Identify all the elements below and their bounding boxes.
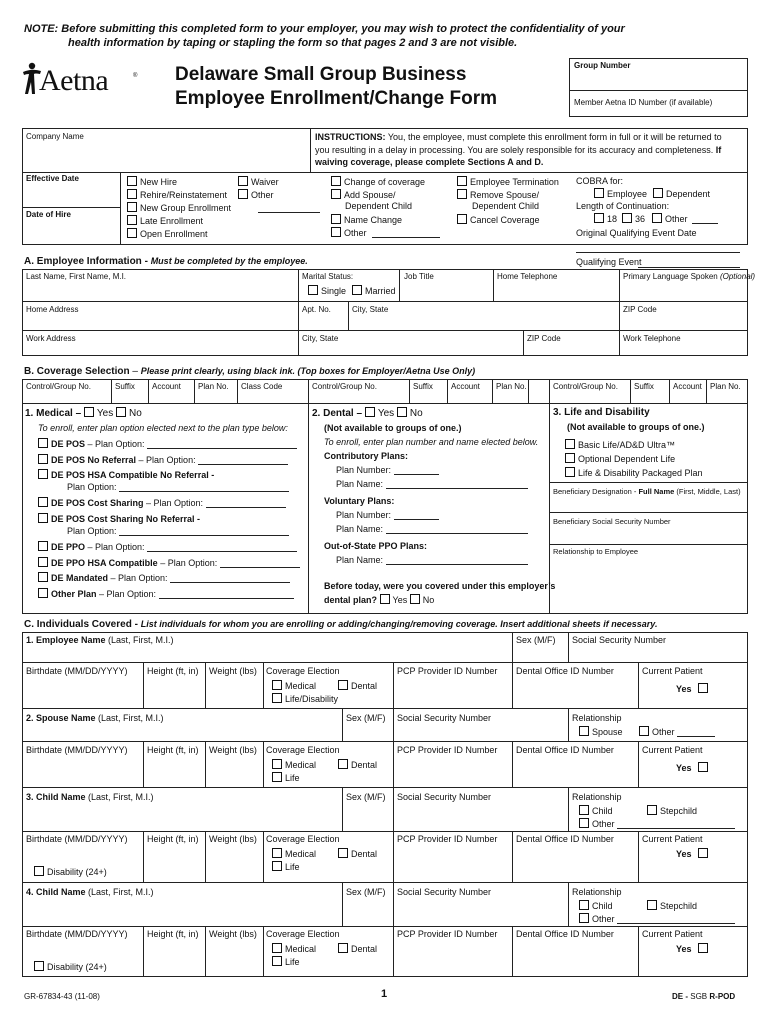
- single-option[interactable]: Single: [308, 285, 346, 296]
- child1-rel-child-option[interactable]: Child: [579, 805, 613, 816]
- life-header: 3. Life and Disability: [553, 407, 650, 418]
- child2-dental-option[interactable]: Dental: [338, 943, 377, 954]
- child2-rel-stepchild-option[interactable]: Stepchild: [647, 900, 697, 911]
- rehire-checkbox[interactable]: [127, 189, 137, 199]
- dental-no-checkbox[interactable]: [397, 407, 407, 417]
- cont-18-checkbox[interactable]: [594, 213, 604, 223]
- child1-current-patient-label: Current Patient: [642, 834, 703, 844]
- section-a-title: A. Employee Information - Must be completed by the employee.: [24, 256, 308, 267]
- medical-yes-checkbox[interactable]: [84, 407, 94, 417]
- emp-pcp-label: PCP Provider ID Number: [397, 666, 498, 676]
- oos-plan-name: Plan Name:: [336, 555, 528, 565]
- life-disability-pkg-option[interactable]: Life & Disability Packaged Plan: [565, 467, 703, 478]
- open-enrollment-checkbox[interactable]: [127, 228, 137, 238]
- work-telephone-label: Work Telephone: [623, 334, 681, 343]
- de-pos-option[interactable]: DE POS – Plan Option:: [38, 438, 297, 449]
- contrib-plan-name: Plan Name:: [336, 479, 528, 489]
- work-city-state-label: City, State: [302, 334, 339, 343]
- child2-ssn-label: Social Security Number: [397, 887, 492, 897]
- child2-relationship-label: Relationship: [572, 887, 622, 897]
- spouse-rel-spouse-checkbox[interactable]: [579, 726, 589, 736]
- original-event-date-label: Original Qualifying Event Date: [576, 228, 697, 238]
- late-enrollment-checkbox[interactable]: [127, 215, 137, 225]
- spouse-weight-label: Weight (lbs): [209, 745, 257, 755]
- child2-sex-label: Sex (M/F): [346, 887, 386, 897]
- de-pos-no-referral-checkbox[interactable]: [38, 454, 48, 464]
- prior-dental-no-checkbox[interactable]: [410, 594, 420, 604]
- account-label-1: Account: [152, 382, 181, 391]
- emp-current-yes-checkbox[interactable]: [698, 683, 708, 693]
- spouse-medical-checkbox[interactable]: [272, 759, 282, 769]
- child2-current-patient-label: Current Patient: [642, 929, 703, 939]
- control-group-label-3: Control/Group No.: [553, 382, 618, 391]
- emp-life-disability-checkbox[interactable]: [272, 693, 282, 703]
- child2-height-label: Height (ft, in): [147, 929, 199, 939]
- spouse-rel-other-option[interactable]: Other: [639, 726, 715, 737]
- emp-current-patient-label: Current Patient: [642, 666, 703, 676]
- child1-medical-option[interactable]: Medical: [272, 848, 316, 859]
- employee-sex-label: Sex (M/F): [516, 635, 556, 645]
- emp-medical-checkbox[interactable]: [272, 680, 282, 690]
- spouse-coverage-label: Coverage Election: [266, 745, 340, 755]
- change-coverage-option[interactable]: Change of coverage: [331, 176, 425, 187]
- emp-height-label: Height (ft, in): [147, 666, 199, 676]
- child2-rel-other-checkbox[interactable]: [579, 913, 589, 923]
- de-ppo-hsa-option[interactable]: DE PPO HSA Compatible – Plan Option:: [38, 557, 300, 568]
- form-title-2: Employee Enrollment/Change Form: [175, 88, 497, 109]
- footer-code: DE - SGB R-POD: [672, 992, 736, 1001]
- medical-no-checkbox[interactable]: [116, 407, 126, 417]
- basic-life-option[interactable]: Basic Life/AD&D Ultra™: [565, 439, 675, 450]
- work-address-label: Work Address: [26, 334, 76, 343]
- child1-current-yes-option[interactable]: Yes: [676, 848, 711, 859]
- waiver-option[interactable]: Waiver: [238, 176, 279, 187]
- remove-spouse-line-2: Dependent Child: [472, 201, 540, 211]
- child1-weight-label: Weight (lbs): [209, 834, 257, 844]
- spouse-height-label: Height (ft, in): [147, 745, 199, 755]
- child1-relationship-label: Relationship: [572, 792, 622, 802]
- spouse-dental-checkbox[interactable]: [338, 759, 348, 769]
- child2-life-checkbox[interactable]: [272, 956, 282, 966]
- account-label-3: Account: [673, 382, 702, 391]
- de-pos-no-referral-option[interactable]: DE POS No Referral – Plan Option:: [38, 454, 288, 465]
- child2-dental-checkbox[interactable]: [338, 943, 348, 953]
- de-pos-hsa-option[interactable]: DE POS HSA Compatible No Referral -: [38, 469, 214, 480]
- class-code-label: Class Code: [241, 382, 283, 391]
- primary-language-label: Primary Language Spoken (Optional): [623, 272, 756, 281]
- emp-current-yes-option[interactable]: Yes: [676, 683, 711, 694]
- home-telephone-label: Home Telephone: [497, 272, 558, 281]
- page-number: 1: [381, 988, 388, 1000]
- cancel-coverage-checkbox[interactable]: [457, 214, 467, 224]
- vol-plan-number: Plan Number:: [336, 510, 439, 520]
- basic-life-checkbox[interactable]: [565, 439, 575, 449]
- child2-coverage-label: Coverage Election: [266, 929, 340, 939]
- child1-rel-stepchild-option[interactable]: Stepchild: [647, 805, 697, 816]
- section-c-title: C. Individuals Covered - List individuals for whom you are enrolling or adding/changing/removing coverage. Insert additional sheets if necessary.: [24, 619, 658, 630]
- late-enrollment-option[interactable]: Late Enrollment: [127, 215, 203, 226]
- group-number-label: Group Number: [574, 61, 631, 70]
- child2-current-yes-checkbox[interactable]: [698, 943, 708, 953]
- spouse-current-yes-checkbox[interactable]: [698, 762, 708, 772]
- logo-text: Aetna: [39, 64, 109, 97]
- cobra-for-label: COBRA for:: [576, 176, 624, 186]
- cont-36-checkbox[interactable]: [622, 213, 632, 223]
- suffix-label-3: Suffix: [634, 382, 654, 391]
- company-name-label: Company Name: [26, 132, 84, 141]
- effective-date-label: Effective Date: [26, 174, 79, 183]
- child2-rel-stepchild-checkbox[interactable]: [647, 900, 657, 910]
- control-group-label-2: Control/Group No.: [312, 382, 377, 391]
- city-state-label: City, State: [352, 305, 389, 314]
- life-disability-pkg-checkbox[interactable]: [565, 467, 575, 477]
- child2-medical-checkbox[interactable]: [272, 943, 282, 953]
- cont-18-option[interactable]: 18: [594, 213, 617, 224]
- spouse-current-patient-label: Current Patient: [642, 745, 703, 755]
- work-zip-label: ZIP Code: [527, 334, 561, 343]
- child2-rel-child-option[interactable]: Child: [579, 900, 613, 911]
- spouse-dental-office-label: Dental Office ID Number: [516, 745, 614, 755]
- name-label: Last Name, First Name, M.I.: [26, 272, 127, 281]
- employee-termination-checkbox[interactable]: [457, 176, 467, 186]
- de-ppo-checkbox[interactable]: [38, 541, 48, 551]
- child2-rel-child-checkbox[interactable]: [579, 900, 589, 910]
- plan-no-label-1: Plan No.: [198, 382, 229, 391]
- child1-height-label: Height (ft, in): [147, 834, 199, 844]
- open-enrollment-option[interactable]: Open Enrollment: [127, 228, 208, 239]
- medical-instructions: To enroll, enter plan option elected next to the plan type below:: [38, 423, 288, 433]
- spouse-life-option[interactable]: Life: [272, 772, 300, 783]
- child1-current-yes-checkbox[interactable]: [698, 848, 708, 858]
- child1-birthdate-label: Birthdate (MM/DD/YYYY): [26, 834, 128, 844]
- other-plan-checkbox[interactable]: [38, 588, 48, 598]
- child2-pcp-label: PCP Provider ID Number: [397, 929, 498, 939]
- child1-disability-option[interactable]: Disability (24+): [34, 866, 107, 877]
- de-pos-hsa-plan-option: Plan Option:: [67, 482, 289, 492]
- form-title-1: Delaware Small Group Business: [175, 64, 467, 85]
- emp-weight-label: Weight (lbs): [209, 666, 257, 676]
- employee-termination-option[interactable]: Employee Termination: [457, 176, 559, 187]
- spouse-relationship-label: Relationship: [572, 713, 622, 723]
- child2-weight-label: Weight (lbs): [209, 929, 257, 939]
- employee-name-label: 1. Employee Name (Last, First, M.I.): [26, 635, 174, 645]
- child1-ssn-label: Social Security Number: [397, 792, 492, 802]
- medical-header: 1. Medical – Yes No: [25, 408, 142, 419]
- emp-dental-option[interactable]: Dental: [338, 680, 377, 691]
- other-change-checkbox[interactable]: [331, 227, 341, 237]
- rehire-option[interactable]: Rehire/Reinstatement: [127, 189, 227, 200]
- date-of-hire-label: Date of Hire: [26, 210, 71, 219]
- de-pos-cs-no-referral-option[interactable]: DE POS Cost Sharing No Referral -: [38, 513, 200, 524]
- child1-rel-other-checkbox[interactable]: [579, 818, 589, 828]
- child2-medical-option[interactable]: Medical: [272, 943, 316, 954]
- child1-rel-stepchild-checkbox[interactable]: [647, 805, 657, 815]
- child1-dental-office-label: Dental Office ID Number: [516, 834, 614, 844]
- child1-life-checkbox[interactable]: [272, 861, 282, 871]
- instructions-line-1: INSTRUCTIONS: You, the employee, must complete this enrollment form in full or it will be returned to: [315, 132, 722, 142]
- spouse-sex-label: Sex (M/F): [346, 713, 386, 723]
- cobra-employee-checkbox[interactable]: [594, 188, 604, 198]
- spouse-rel-other-checkbox[interactable]: [639, 726, 649, 736]
- de-mandated-option[interactable]: DE Mandated – Plan Option:: [38, 572, 290, 583]
- child1-pcp-label: PCP Provider ID Number: [397, 834, 498, 844]
- change-coverage-checkbox[interactable]: [331, 176, 341, 186]
- de-pos-cost-sharing-option[interactable]: DE POS Cost Sharing – Plan Option:: [38, 497, 286, 508]
- optional-dep-life-option[interactable]: Optional Dependent Life: [565, 453, 675, 464]
- spouse-dental-option[interactable]: Dental: [338, 759, 377, 770]
- dental-header: 2. Dental – Yes No: [312, 408, 423, 419]
- note-line-2: health information by taping or stapling the form so that pages 2 and 3 are not visible.: [68, 37, 518, 49]
- life-not-available: (Not available to groups of one.): [567, 422, 705, 432]
- plan-no-label-2: Plan No.: [496, 382, 527, 391]
- cobra-dependent-option[interactable]: Dependent: [653, 188, 710, 199]
- cobra-employee-option[interactable]: Employee: [594, 188, 647, 199]
- emp-coverage-label: Coverage Election: [266, 666, 340, 676]
- spouse-pcp-label: PCP Provider ID Number: [397, 745, 498, 755]
- form-number: GR-67834-43 (11-08): [24, 992, 100, 1001]
- emp-medical-option[interactable]: Medical: [272, 680, 316, 691]
- single-checkbox[interactable]: [308, 285, 318, 295]
- de-pos-checkbox[interactable]: [38, 438, 48, 448]
- cobra-dependent-checkbox[interactable]: [653, 188, 663, 198]
- instructions-line-3: waiving coverage, please complete Sections A and D.: [315, 157, 544, 167]
- note-line-1: NOTE: Before submitting this completed form to your employer, you may wish to protect the confidentiality of your: [24, 23, 625, 35]
- relationship-employee-label: Relationship to Employee: [553, 547, 639, 556]
- oos-ppo-label: Out-of-State PPO Plans:: [324, 541, 428, 551]
- account-label-2: Account: [451, 382, 480, 391]
- beneficiary-ssn-label: Beneficiary Social Security Number: [553, 517, 671, 526]
- vol-plan-name: Plan Name:: [336, 524, 528, 534]
- suffix-label-2: Suffix: [413, 382, 433, 391]
- suffix-label-1: Suffix: [115, 382, 135, 391]
- dental-instructions: To enroll, enter plan number and name elected below.: [324, 437, 539, 447]
- qualifying-event-label: Qualifying Event: [576, 257, 642, 267]
- dental-not-available: (Not available to groups of one.): [324, 423, 462, 433]
- contributory-plans-label: Contributory Plans:: [324, 451, 409, 461]
- other-checkbox[interactable]: [238, 189, 248, 199]
- add-spouse-checkbox[interactable]: [331, 189, 341, 199]
- cont-other-checkbox[interactable]: [652, 213, 662, 223]
- spouse-name-label: 2. Spouse Name (Last, First, M.I.): [26, 713, 164, 723]
- optional-dep-life-checkbox[interactable]: [565, 453, 575, 463]
- child1-dental-checkbox[interactable]: [338, 848, 348, 858]
- child2-life-option[interactable]: Life: [272, 956, 300, 967]
- spouse-life-checkbox[interactable]: [272, 772, 282, 782]
- other-change-option[interactable]: Other: [331, 227, 367, 238]
- before-today-line-1: Before today, were you covered under this employer’s: [324, 581, 556, 591]
- child1-medical-checkbox[interactable]: [272, 848, 282, 858]
- voluntary-plans-label: Voluntary Plans:: [324, 496, 395, 506]
- child1-rel-child-checkbox[interactable]: [579, 805, 589, 815]
- zip-code-label: ZIP Code: [623, 305, 657, 314]
- name-change-checkbox[interactable]: [331, 214, 341, 224]
- de-pos-cs-nr-plan-option: Plan Option:: [67, 526, 289, 536]
- emp-life-disability-option[interactable]: Life/Disability: [272, 693, 338, 704]
- emp-birthdate-label: Birthdate (MM/DD/YYYY): [26, 666, 128, 676]
- other-option[interactable]: Other: [238, 189, 274, 200]
- child1-name-label: 3. Child Name (Last, First, M.I.): [26, 792, 154, 802]
- child1-rel-other-option[interactable]: Other: [579, 818, 735, 829]
- child2-current-yes-option[interactable]: Yes: [676, 943, 711, 954]
- child1-dental-option[interactable]: Dental: [338, 848, 377, 859]
- spouse-birthdate-label: Birthdate (MM/DD/YYYY): [26, 745, 128, 755]
- child2-dental-office-label: Dental Office ID Number: [516, 929, 614, 939]
- new-group-option[interactable]: New Group Enrollment: [127, 202, 231, 213]
- home-address-label: Home Address: [26, 305, 79, 314]
- other-plan-option[interactable]: Other Plan – Plan Option:: [38, 588, 294, 599]
- de-mandated-checkbox[interactable]: [38, 572, 48, 582]
- child2-rel-other-option[interactable]: Other: [579, 913, 735, 924]
- waiver-checkbox[interactable]: [238, 176, 248, 186]
- instructions-line-2: you resulting in a delay in processing. You are solely responsible for its accuracy and completeness. If: [315, 145, 722, 155]
- cancel-coverage-option[interactable]: Cancel Coverage: [457, 214, 540, 225]
- apt-no-label: Apt. No.: [302, 305, 331, 314]
- contrib-plan-number: Plan Number:: [336, 465, 439, 475]
- child2-birthdate-label: Birthdate (MM/DD/YYYY): [26, 929, 128, 939]
- spouse-ssn-label: Social Security Number: [397, 713, 492, 723]
- member-id-label: Member Aetna ID Number (if available): [574, 98, 713, 107]
- child1-life-option[interactable]: Life: [272, 861, 300, 872]
- spouse-rel-spouse-option[interactable]: Spouse: [579, 726, 623, 737]
- new-hire-checkbox[interactable]: [127, 176, 137, 186]
- de-ppo-option[interactable]: DE PPO – Plan Option:: [38, 541, 297, 552]
- prior-dental-yes-checkbox[interactable]: [380, 594, 390, 604]
- de-pos-cost-sharing-checkbox[interactable]: [38, 497, 48, 507]
- child2-name-label: 4. Child Name (Last, First, M.I.): [26, 887, 154, 897]
- section-b-title: B. Coverage Selection – Please print clearly, using black ink. (Top boxes for Employer/Aetna Use Only): [24, 366, 476, 377]
- de-ppo-hsa-checkbox[interactable]: [38, 557, 48, 567]
- new-group-checkbox[interactable]: [127, 202, 137, 212]
- before-today-line-2: dental plan? Yes No: [324, 595, 435, 605]
- beneficiary-designation-label: Beneficiary Designation - Full Name (First, Middle, Last): [553, 487, 741, 496]
- spouse-medical-option[interactable]: Medical: [272, 759, 316, 770]
- new-hire-option[interactable]: New Hire: [127, 176, 177, 187]
- name-change-option[interactable]: Name Change: [331, 214, 402, 225]
- emp-dental-checkbox[interactable]: [338, 680, 348, 690]
- employee-ssn-label: Social Security Number: [572, 635, 667, 645]
- de-pos-hsa-checkbox[interactable]: [38, 469, 48, 479]
- spouse-current-yes-option[interactable]: Yes: [676, 762, 711, 773]
- emp-dental-office-label: Dental Office ID Number: [516, 666, 614, 676]
- plan-no-label-3: Plan No.: [710, 382, 741, 391]
- add-spouse-option[interactable]: Add Spouse/: [331, 189, 396, 200]
- married-option[interactable]: Married: [352, 285, 396, 296]
- length-continuation-label: Length of Continuation:: [576, 201, 670, 211]
- control-group-label-1: Control/Group No.: [26, 382, 91, 391]
- cont-36-option[interactable]: 36: [622, 213, 645, 224]
- married-checkbox[interactable]: [352, 285, 362, 295]
- child2-disability-checkbox[interactable]: [34, 961, 44, 971]
- child1-disability-checkbox[interactable]: [34, 866, 44, 876]
- child1-coverage-label: Coverage Election: [266, 834, 340, 844]
- add-spouse-line-2: Dependent Child: [345, 201, 413, 211]
- dental-yes-checkbox[interactable]: [365, 407, 375, 417]
- child1-sex-label: Sex (M/F): [346, 792, 386, 802]
- remove-spouse-checkbox[interactable]: [457, 189, 467, 199]
- remove-spouse-option[interactable]: Remove Spouse/: [457, 189, 539, 200]
- marital-status-label: Marital Status:: [302, 272, 354, 281]
- child2-disability-option[interactable]: Disability (24+): [34, 961, 107, 972]
- job-title-label: Job Title: [404, 272, 434, 281]
- de-pos-cs-no-referral-checkbox[interactable]: [38, 513, 48, 523]
- cont-other-option[interactable]: Other: [652, 213, 688, 224]
